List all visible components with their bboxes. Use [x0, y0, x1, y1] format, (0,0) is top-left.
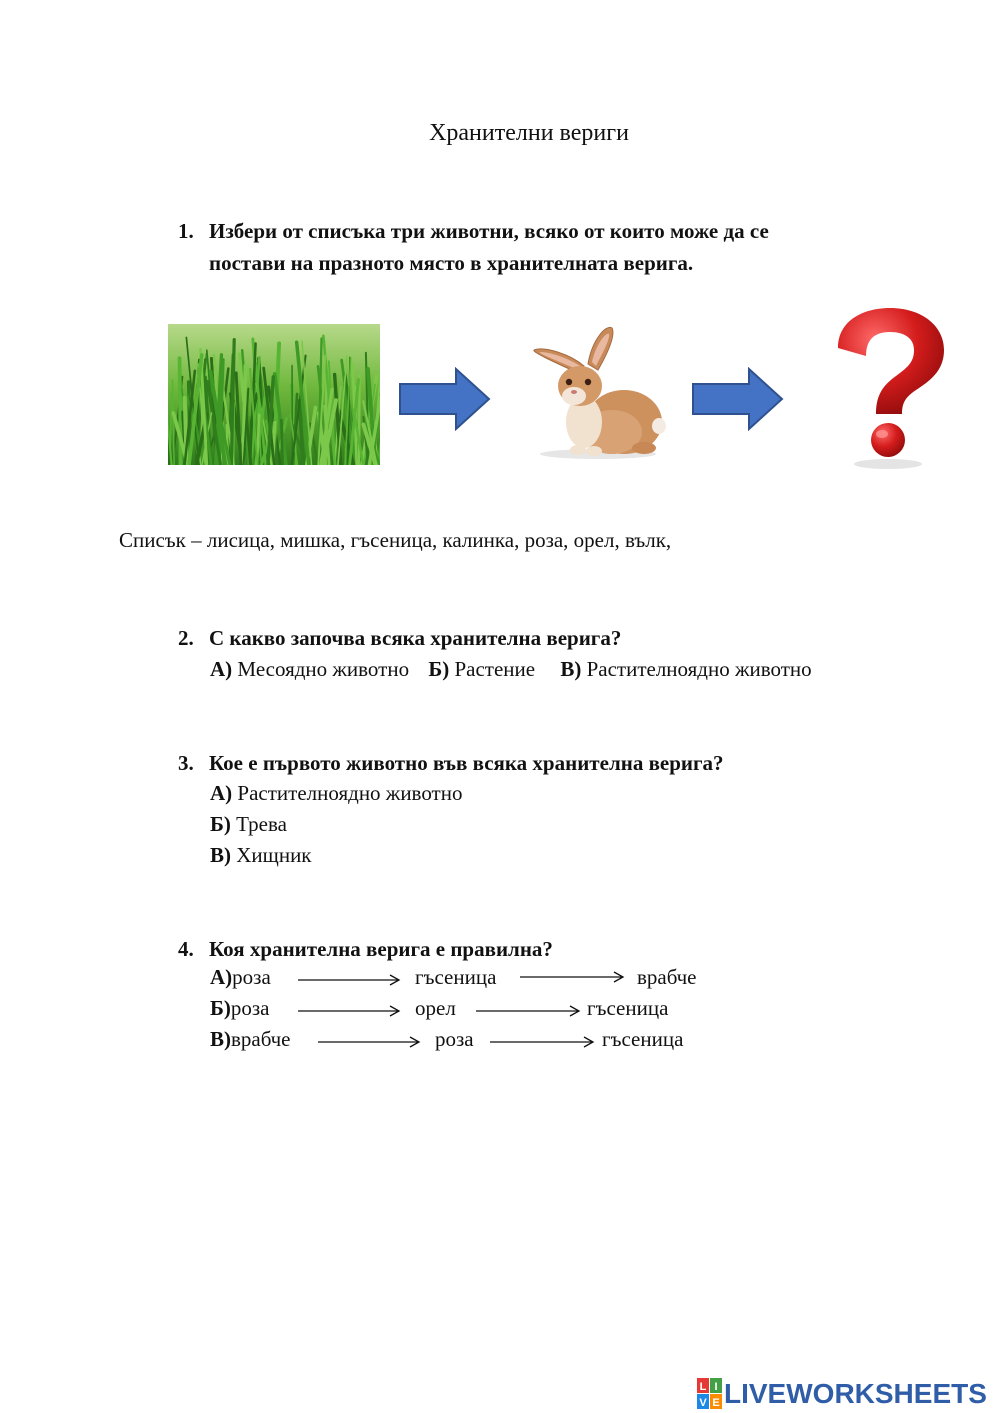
chain-item: гъсеница: [587, 996, 669, 1020]
arrow-right-icon: [691, 367, 785, 431]
logo-letter: V: [699, 1397, 707, 1409]
question-3: [178, 747, 724, 779]
arrow-right-icon: [490, 1036, 596, 1048]
question-number: 2.: [178, 626, 194, 650]
answer-options: [210, 654, 812, 685]
question-1: [178, 215, 769, 279]
option-a[interactable]: А) Месоядно животно: [210, 657, 410, 681]
page-title: Хранителни вериги: [429, 120, 629, 146]
arrow-right-icon: [298, 974, 402, 986]
logo-letter: I: [714, 1381, 718, 1393]
grass-image: [168, 324, 380, 465]
question-number: 3.: [178, 751, 194, 775]
question-mark-icon: [826, 304, 950, 472]
chain-item: врабче: [231, 1027, 291, 1051]
question-2: [178, 622, 621, 654]
chain-item: роза: [232, 965, 271, 989]
chain-item: гъсеница: [415, 965, 497, 989]
liveworksheets-logo: LIVEWORKSHEETS: [724, 1378, 987, 1409]
logo-letter: L: [699, 1381, 707, 1393]
chain-item: роза: [435, 1027, 474, 1051]
animal-list: Списък – лисица, мишка, гъсеница, калинка, роза, орел, вълк,: [119, 528, 672, 552]
arrow-right-icon: [318, 1036, 422, 1048]
question-text: С какво започва всяка хранителна верига?: [209, 626, 622, 650]
arrow-right-icon: [398, 367, 492, 431]
logo-letter: E: [712, 1397, 720, 1409]
question-text: Кое е първото животно във всяка хранителна верига?: [209, 751, 724, 775]
rabbit-image: [526, 322, 666, 462]
question-4: [178, 933, 553, 965]
option-c[interactable]: В) Хищник: [210, 843, 312, 867]
question-text-line1: Избери от списъка три животни, всяко от които може да се: [209, 219, 769, 243]
question-number: 4.: [178, 937, 194, 961]
answer-options: [210, 778, 462, 871]
arrow-right-icon: [298, 1005, 402, 1017]
arrow-right-icon: [520, 971, 626, 983]
question-text: Коя хранителна верига е правилна?: [209, 937, 553, 961]
question-text-line2: постави на празното място в хранителната верига.: [209, 251, 694, 275]
option-c[interactable]: В) Растителноядно животно: [560, 657, 812, 681]
option-a[interactable]: А) Растителноядно животно: [210, 781, 463, 805]
chain-item: орел: [415, 996, 456, 1020]
option-b[interactable]: Б) Трева: [210, 812, 287, 836]
chain-item: гъсеница: [602, 1027, 684, 1051]
chain-item: врабче: [637, 965, 697, 989]
option-b[interactable]: Б) Растение: [428, 657, 536, 681]
liveworksheets-logo-icon: [697, 1378, 723, 1410]
arrow-right-icon: [476, 1005, 582, 1017]
chain-item: роза: [230, 996, 270, 1020]
question-number: 1.: [178, 219, 194, 243]
